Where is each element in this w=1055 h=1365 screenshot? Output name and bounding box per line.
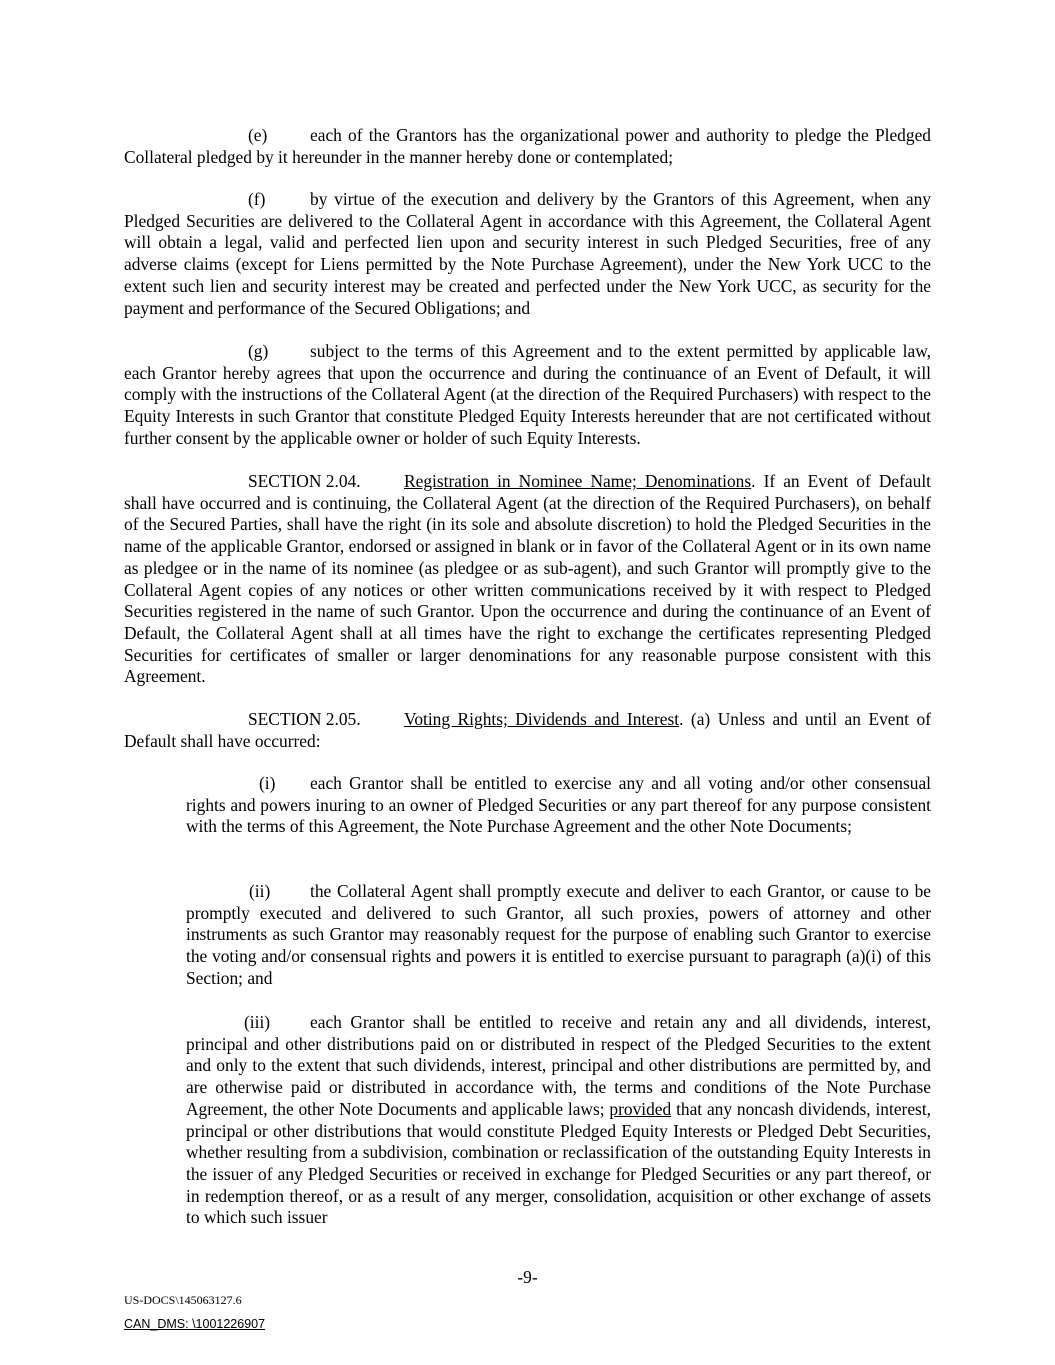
section-2-05-heading: Voting Rights; Dividends and Interest [404,709,680,729]
paragraph-e [124,125,931,168]
document-id: US-DOCS\145063127.6 [124,1293,242,1307]
paragraph-f-label: (f) [248,189,266,209]
paragraph-e-label: (e) [248,125,268,145]
paragraph-iii [186,1012,931,1229]
paragraph-f [124,189,931,319]
section-2-04-text: . If an Event of Default shall have occurred and is continuing, the Collateral Agent (at the direction of the Required Purchasers), on behalf of the Secured Parties, shall have the right (in its sole and absolute discretion) to hold the Pledged Securities in the name of the applicable Grantor, endorsed or assigned in blank or in favor of the Collateral Agent or in its own name as pledgee or in the name of its nominee (as pledgee or as sub-agent), and such Grantor will promptly give to the Collateral Agent copies of any notices or other written communications received by it with respect to Pledged Securities registered in the name of such Grantor. Upon the occurrence and during the continuance of an Event of Default, the Collateral Agent shall at all times have the right to exchange the certificates representing Pledged Securities for certificates of smaller or larger denominations for any reasonable purpose consistent with this Agreement. [124,471,932,687]
paragraph-e-text: each of the Grantors has the organizational power and authority to pledge the Pledged Collateral pledged by it hereunder in the manner hereby done or contemplated; [124,125,931,167]
paragraph-g [124,341,931,450]
paragraph-ii-text: the Collateral Agent shall promptly execute and deliver to each Grantor, or cause to be promptly executed and delivered to such Grantor, all such proxies, powers of attorney and other instruments as such Grantor may reasonably request for the purpose of enabling such Grantor to exercise the voting and/or consensual rights and powers it is entitled to exercise pursuant to paragraph (a)(i) of this Section; and [186,881,931,988]
paragraph-f-text: by virtue of the execution and delivery by the Grantors of this Agreement, when any Pledged Securities are delivered to the Collateral Agent in accordance with this Agreement, the Collateral Agent will obtain a legal, valid and perfected lien upon and security interest in such Pledged Securities, free of any adverse claims (except for Liens permitted by the Note Purchase Agreement), under the New York UCC to the extent such lien and security interest may be created and perfected under the New York UCC, as security for the payment and performance of the Secured Obligations; and [124,189,931,318]
paragraph-g-label: (g) [248,341,269,361]
paragraph-g-text: subject to the terms of this Agreement and to the extent permitted by applicable law, each Grantor hereby agrees that upon the occurrence and during the continuance of an Event of Default, it will comply with the instructions of the Collateral Agent (at the direction of the Required Purchasers) with respect to the Equity Interests in such Grantor that constitute Pledged Equity Interests hereunder that are not certificated without further consent by the applicable owner or holder of such Equity Interests. [124,341,931,448]
section-2-05-number: SECTION 2.05. [248,709,361,729]
paragraph-i [186,773,931,838]
dms-id: CAN_DMS: \1001226907 [124,1317,266,1331]
paragraph-i-text: each Grantor shall be entitled to exercise any and all voting and/or other consensual rights and powers inuring to an owner of Pledged Securities or any part thereof for any purpose consistent with the terms of this Agreement, the Note Purchase Agreement and the other Note Documents; [186,773,931,837]
paragraph-iii-label: (iii) [244,1012,271,1032]
paragraph-i-label: (i) [259,773,276,793]
section-2-05 [124,709,931,752]
paragraph-ii-label: (ii) [249,881,271,901]
page-number: -9- [517,1267,538,1287]
section-2-05-text: . (a) Unless and until an Event of Default shall have occurred: [124,709,931,751]
section-2-04 [124,471,931,688]
paragraph-iii-text-before: each Grantor shall be entitled to receive and retain any and all dividends, interest, principal and other distributions paid on or distributed in respect of the Pledged Securities to the extent and only to the extent that such dividends, interest, principal and other distributions are permitted by, and are otherwise paid or distributed in accordance with, the terms and conditions of the Note Purchase Agreement, the other Note Documents and applicable laws; [186,1012,931,1119]
provided-term: provided [609,1098,672,1119]
section-2-04-number: SECTION 2.04. [248,471,361,491]
paragraph-iii-text-after: that any noncash dividends, interest, principal or other distributions that would constitute Pledged Equity Interests or Pledged Debt Securities, whether resulting from a subdivision, combination or reclassification of the outstanding Equity Interests in the issuer of any Pledged Securities or received in exchange for Pledged Securities or any part thereof, or in redemption thereof, or as a result of any merger, consolidation, acquisition or other exchange of assets to which such issuer [186,1098,932,1228]
section-2-04-heading: Registration in Nominee Name; Denominations [404,471,752,491]
paragraph-ii [186,881,931,990]
